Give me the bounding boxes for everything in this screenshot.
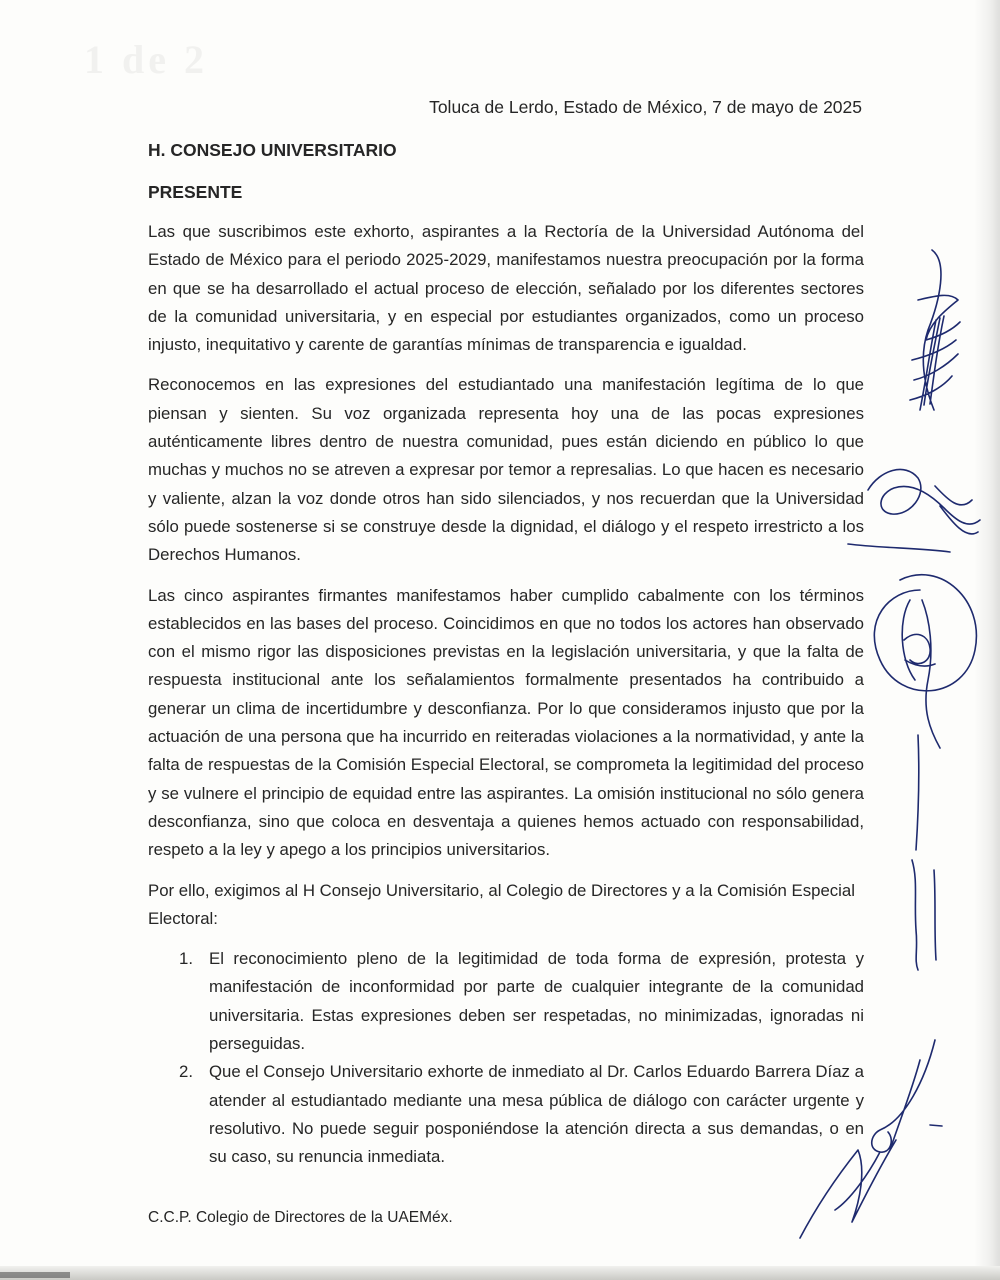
signature-2 xyxy=(848,469,980,552)
page-edge-shadow xyxy=(974,0,1000,1280)
page-bottom-mark xyxy=(0,1272,70,1278)
signature-3 xyxy=(874,575,976,748)
signature-1 xyxy=(910,250,960,410)
signature-5 xyxy=(912,860,936,970)
paragraph-2: Reconocemos en las expresiones del estudiantado una manifestación legítima de lo que piensan y sienten. Su voz organizada representa hoy una de las pocas expresiones auténticamente libres dentro de nuestra comunidad, pues están diciendo en público lo que muchas y muchos no se atreven a expresar por temor a represalias. Lo que hacen es necesario y valiente, alzan la voz donde otros han sido silenciados, y nos recuerdan que la Universidad sólo puede sostenerse si se construye desde la dignidad, el diálogo y el respeto irrestricto a los Derechos Humanos. xyxy=(148,375,864,565)
carbon-copy-note: C.C.P. Colegio de Directores de la UAEMéx. xyxy=(148,1209,453,1226)
page-bottom-edge xyxy=(0,1266,1000,1280)
faint-page-header: 1 de 2 xyxy=(84,37,208,82)
place-date: Toluca de Lerdo, Estado de México, 7 de mayo de 2025 xyxy=(429,97,862,117)
demand-text: Que el Consejo Universitario exhorte de inmediato al Dr. Carlos Eduardo Barrera Díaz a atender al estudiantado mediante una mesa pública de diálogo con carácter urgente y resolutivo. No puede seguir posponiéndose la atención directa a sus demandas, o en su caso, su renuncia inmediata. xyxy=(209,1062,864,1167)
demand-text: El reconocimiento pleno de la legitimidad de toda forma de expresión, protesta y manifestación de inconformidad por parte de cualquier integrante de la comunidad universitaria. Estas expresiones deben ser respetadas, no minimizadas, ignoradas ni perseguidas. xyxy=(209,949,864,1054)
demand-number: 2. xyxy=(179,1062,193,1082)
demand-number: 1. xyxy=(179,949,193,969)
salutation: PRESENTE xyxy=(148,182,243,202)
paragraph-3: Las cinco aspirantes firmantes manifestamos haber cumplido cabalmente con los términos establecidos en las bases del proceso. Coincidimos en que no todos los actores han observado con el mismo rigor las disposiciones previstas en la legislación universitaria, y que la falta de respuesta institucional ante los señalamientos formalmente presentados ha contribuido a generar un clima de incertidumbre y desconfianza. Por lo que consideramos injusto que por la actuación de una persona que ha incurrido en reiteradas violaciones a la normatividad, y ante la falta de respuestas de la Comisión Especial Electoral, se comprometa la legitimidad del proceso y se vulnere el principio de equidad entre las aspirantes. La omisión institucional no sólo genera desconfianza, sino que coloca en desventaja a quienes hemos actuado con responsabilidad, respeto a la ley y apego a los principios universitarios. xyxy=(148,585,864,860)
addressee: H. CONSEJO UNIVERSITARIO xyxy=(148,140,397,160)
demand-item xyxy=(148,1058,864,1171)
demands-list xyxy=(148,945,864,1171)
paragraph-1: Las que suscribimos este exhorto, aspirantes a la Rectoría de la Universidad Autónoma del Estado de México para el periodo 2025-2029, manifestamos nuestra preocupación por la forma en que se ha desarrollado el actual proceso de elección, señalado por los diferentes sectores de la comunidad universitaria, y en especial por estudiantes organizados, como un proceso injusto, inequitativo y carente de garantías mínimas de transparencia e igualdad. xyxy=(148,222,864,355)
letter-body xyxy=(148,218,864,1172)
paragraph-4: Por ello, exigimos al H Consejo Universitario, al Colegio de Directores y a la Comisión Especial Electoral: xyxy=(148,880,855,928)
signature-4 xyxy=(916,735,919,850)
demand-item xyxy=(148,945,864,1058)
